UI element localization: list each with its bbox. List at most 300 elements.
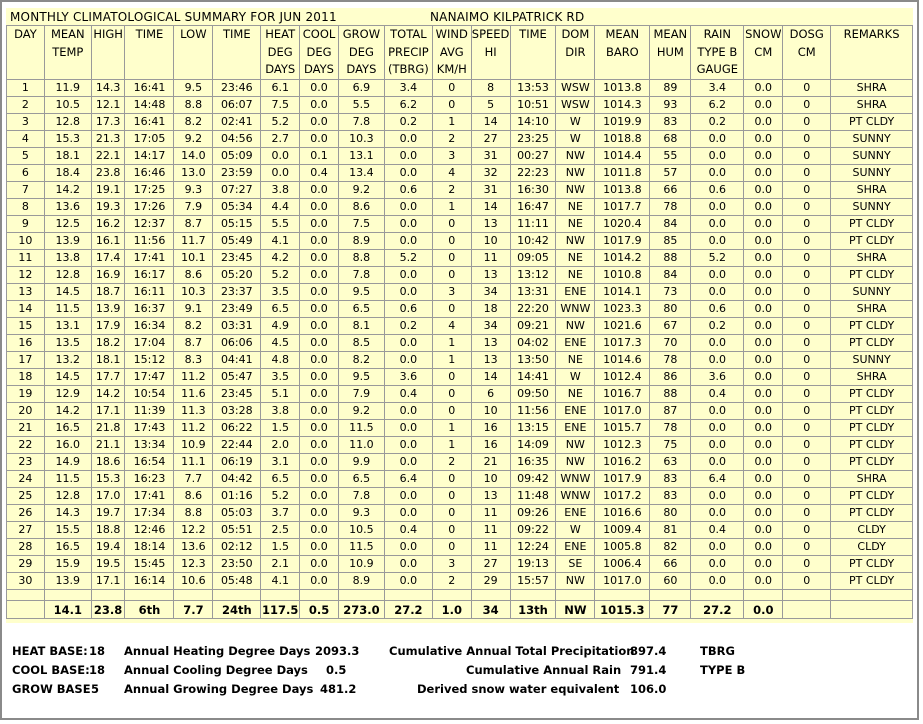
table-cell: 0.0 (744, 216, 783, 233)
table-cell: 17.0 (91, 488, 125, 505)
table-cell: ENE (556, 284, 595, 301)
table-row (7, 386, 913, 403)
cum-precip-label: Cumulative Annual Total Precipitation (389, 644, 635, 658)
table-cell: 12.3 (174, 556, 213, 573)
table-cell: 86 (650, 369, 691, 386)
table-cell: 88 (650, 250, 691, 267)
table-row (7, 216, 913, 233)
table-cell: 34 (471, 284, 510, 301)
spacer-cell (7, 590, 45, 601)
summary-cell: 1.0 (432, 601, 471, 619)
table-cell: 1017.0 (595, 403, 650, 420)
summary-cell: 273.0 (338, 601, 384, 619)
spacer-cell (471, 590, 510, 601)
table-cell: 0.0 (300, 284, 339, 301)
table-cell: 0 (432, 216, 471, 233)
table-cell: 23:59 (213, 165, 261, 182)
table-cell: 16:34 (125, 318, 174, 335)
table-cell: 13.1 (44, 318, 91, 335)
table-row (7, 182, 913, 199)
table-row (7, 352, 913, 369)
table-cell: 0.0 (300, 216, 339, 233)
table-cell: 0 (783, 556, 831, 573)
table-cell: 11 (7, 250, 45, 267)
column-header-line: DIR (565, 44, 586, 59)
column-header-line: GAUGE (696, 62, 738, 76)
table-cell: 9.3 (174, 182, 213, 199)
table-cell: 16.9 (91, 267, 125, 284)
annual-heating-value: 2093.3 (315, 644, 360, 658)
table-cell: NW (556, 165, 595, 182)
table-cell: 0 (432, 403, 471, 420)
table-cell: NE (556, 250, 595, 267)
table-cell: 93 (650, 97, 691, 114)
table-cell: 16:30 (510, 182, 556, 199)
table-cell: 12:24 (510, 539, 556, 556)
table-cell: 78 (650, 352, 691, 369)
table-cell: 0 (783, 148, 831, 165)
table-cell: 88 (650, 386, 691, 403)
table-cell: 0 (432, 80, 471, 97)
table-cell: 0.0 (261, 165, 300, 182)
table-cell: 6.5 (261, 471, 300, 488)
table-cell: 1017.3 (595, 335, 650, 352)
table-cell: 09:26 (510, 505, 556, 522)
table-cell: 3.8 (261, 182, 300, 199)
table-cell: 84 (650, 267, 691, 284)
column-header (650, 26, 691, 80)
table-row (7, 301, 913, 318)
summary-cell: 27.2 (384, 601, 432, 619)
table-cell: 18 (471, 301, 510, 318)
table-cell: 31 (471, 182, 510, 199)
table-row (7, 267, 913, 284)
table-cell: 3.6 (691, 369, 744, 386)
spacer-cell (261, 590, 300, 601)
table-cell: 1017.0 (595, 573, 650, 590)
table-cell: 1 (432, 199, 471, 216)
table-cell: 11.5 (44, 471, 91, 488)
table-cell: PT CLDY (831, 420, 913, 437)
table-cell: 14:09 (510, 437, 556, 454)
table-cell: 8 (471, 80, 510, 97)
table-cell: 23:45 (213, 386, 261, 403)
table-cell: 11:56 (510, 403, 556, 420)
table-cell: 0.0 (300, 131, 339, 148)
table-cell: 1017.9 (595, 233, 650, 250)
table-cell: 0.0 (691, 488, 744, 505)
table-cell: 10 (471, 233, 510, 250)
table-cell: WNW (556, 301, 595, 318)
table-cell: PT CLDY (831, 386, 913, 403)
table-cell: 0.0 (300, 420, 339, 437)
heat-base-label: HEAT BASE: (12, 644, 88, 658)
table-cell: 6.4 (384, 471, 432, 488)
table-cell: 6.1 (261, 80, 300, 97)
table-cell: 0.0 (691, 216, 744, 233)
table-cell: 4.4 (261, 199, 300, 216)
table-cell: 0 (783, 505, 831, 522)
table-cell: 9.9 (338, 454, 384, 471)
table-cell: 25 (7, 488, 45, 505)
table-cell: 1015.7 (595, 420, 650, 437)
spacer-cell (744, 590, 783, 601)
table-cell: 05:03 (213, 505, 261, 522)
table-cell: 11.6 (174, 386, 213, 403)
table-cell: 19.3 (91, 199, 125, 216)
table-cell: 0.0 (384, 352, 432, 369)
table-cell: 6.5 (338, 301, 384, 318)
column-header (510, 26, 556, 80)
table-cell: 0.0 (384, 556, 432, 573)
table-cell: 0.0 (744, 284, 783, 301)
table-cell: 75 (650, 437, 691, 454)
table-cell: 0.4 (691, 522, 744, 539)
spacer-cell (213, 590, 261, 601)
table-cell: 0.0 (300, 267, 339, 284)
table-cell: 13:12 (510, 267, 556, 284)
cum-rain-label: Cumulative Annual Rain (466, 663, 622, 677)
table-cell: 1 (7, 80, 45, 97)
table-cell: 05:34 (213, 199, 261, 216)
column-header-line: MEAN (605, 27, 640, 41)
table-cell: 30 (7, 573, 45, 590)
table-cell: 15.9 (44, 556, 91, 573)
table-cell: 8.5 (338, 335, 384, 352)
spacer-cell (556, 590, 595, 601)
summary-row (7, 601, 913, 619)
table-cell: PT CLDY (831, 437, 913, 454)
table-cell: NW (556, 148, 595, 165)
table-cell: 0.0 (300, 352, 339, 369)
table-cell: 10 (7, 233, 45, 250)
table-cell: 20 (7, 403, 45, 420)
table-cell: 13:31 (510, 284, 556, 301)
table-cell: PT CLDY (831, 573, 913, 590)
table-cell: 16:35 (510, 454, 556, 471)
table-cell: 0 (783, 369, 831, 386)
table-cell: 13 (471, 216, 510, 233)
table-cell: NW (556, 454, 595, 471)
table-cell: 13.2 (44, 352, 91, 369)
title-row (6, 8, 913, 26)
table-cell: 0 (432, 471, 471, 488)
table-cell: 83 (650, 114, 691, 131)
table-cell: CLDY (831, 539, 913, 556)
column-header-line: HEAT (265, 27, 296, 41)
table-cell: PT CLDY (831, 403, 913, 420)
table-cell: NW (556, 318, 595, 335)
table-cell: 1014.6 (595, 352, 650, 369)
table-cell: NE (556, 216, 595, 233)
table-cell: 1014.3 (595, 97, 650, 114)
table-cell: 2.0 (261, 437, 300, 454)
table-cell: 12:37 (125, 216, 174, 233)
table-cell: 7.9 (338, 386, 384, 403)
table-cell: 04:56 (213, 131, 261, 148)
table-cell: 16:37 (125, 301, 174, 318)
table-row (7, 148, 913, 165)
table-cell: 16 (471, 420, 510, 437)
table-cell: 67 (650, 318, 691, 335)
table-cell: 11:11 (510, 216, 556, 233)
table-cell: 55 (650, 148, 691, 165)
summary-cell: 117.5 (262, 602, 299, 617)
annual-growing-value: 481.2 (320, 682, 357, 696)
table-cell: 8.9 (338, 233, 384, 250)
table-cell: 0.0 (744, 403, 783, 420)
table-cell: 0.0 (744, 199, 783, 216)
table-cell: 04:02 (510, 335, 556, 352)
spacer-cell (125, 590, 174, 601)
table-cell: 17.4 (91, 250, 125, 267)
table-cell: 0.0 (300, 573, 339, 590)
table-cell: W (556, 369, 595, 386)
table-cell: 0.0 (384, 216, 432, 233)
table-cell: 10.9 (174, 437, 213, 454)
table-cell: 0.4 (384, 522, 432, 539)
table-cell: 0.0 (384, 199, 432, 216)
table-cell: 13:15 (510, 420, 556, 437)
table-cell: 18.6 (91, 454, 125, 471)
table-cell: 15:45 (125, 556, 174, 573)
table-cell: 11:56 (125, 233, 174, 250)
spacer-cell (44, 590, 91, 601)
table-cell: 0 (783, 488, 831, 505)
table-cell: 15:57 (510, 573, 556, 590)
table-cell: 05:20 (213, 267, 261, 284)
table-row (7, 403, 913, 420)
table-cell: SUNNY (831, 199, 913, 216)
table-cell: 1 (432, 335, 471, 352)
table-cell: 0.0 (744, 539, 783, 556)
table-cell: 32 (471, 165, 510, 182)
table-cell: 03:28 (213, 403, 261, 420)
table-cell: 0.2 (691, 114, 744, 131)
table-cell: 1.5 (261, 539, 300, 556)
table-cell: 0 (783, 165, 831, 182)
table-cell: 6.2 (384, 97, 432, 114)
table-cell: 15 (7, 318, 45, 335)
table-cell: 10:51 (510, 97, 556, 114)
column-header-line: DOM (561, 27, 590, 41)
table-row (7, 233, 913, 250)
table-cell: 17 (7, 352, 45, 369)
table-cell: 0.0 (300, 556, 339, 573)
table-cell: 0.0 (691, 352, 744, 369)
table-cell: 1013.8 (595, 182, 650, 199)
table-cell: 14.3 (44, 505, 91, 522)
summary-cell: 14.1 (44, 601, 91, 619)
table-cell: 2 (432, 454, 471, 471)
column-header-line: MEAN (653, 27, 688, 41)
table-cell: 0.0 (300, 182, 339, 199)
spacer-cell (432, 590, 471, 601)
table-cell: 0.0 (691, 420, 744, 437)
annual-summary (6, 636, 913, 716)
table-cell: 18.1 (44, 148, 91, 165)
table-cell: 1 (432, 420, 471, 437)
table-cell: 0.6 (691, 301, 744, 318)
table-cell: 13 (471, 352, 510, 369)
table-cell: 6.4 (691, 471, 744, 488)
table-cell: 17:04 (125, 335, 174, 352)
table-cell: 8.2 (174, 318, 213, 335)
table-cell: 66 (650, 182, 691, 199)
table-cell: 0.0 (744, 131, 783, 148)
cum-rain-unit: TYPE B (700, 663, 746, 677)
table-cell: 3.4 (691, 80, 744, 97)
table-cell: 13.9 (44, 233, 91, 250)
table-cell: 14.5 (44, 284, 91, 301)
table-cell: 09:50 (510, 386, 556, 403)
grow-base-value: 5 (91, 682, 100, 696)
table-cell: 14 (7, 301, 45, 318)
table-cell: 4.8 (261, 352, 300, 369)
table-cell: 0.0 (384, 488, 432, 505)
table-cell: 0.0 (384, 437, 432, 454)
table-cell: 0.0 (744, 165, 783, 182)
table-cell: 0.0 (744, 182, 783, 199)
table-cell: 12.1 (91, 97, 125, 114)
table-cell: 16.0 (44, 437, 91, 454)
table-cell: NW (556, 233, 595, 250)
table-cell: 0 (432, 488, 471, 505)
table-cell: SHRA (831, 250, 913, 267)
cool-base-label: COOL BASE: (12, 663, 90, 677)
table-cell: 7.5 (338, 216, 384, 233)
table-cell: 3 (432, 148, 471, 165)
table-cell: 04:42 (213, 471, 261, 488)
table-cell: 0 (783, 250, 831, 267)
table-cell: 09:42 (510, 471, 556, 488)
table-cell: 23.8 (91, 165, 125, 182)
table-cell: 12.8 (44, 114, 91, 131)
column-header (91, 26, 125, 80)
spacer-cell (174, 590, 213, 601)
table-cell: 0.0 (691, 284, 744, 301)
table-cell: 0.0 (744, 148, 783, 165)
column-header-line: TOTAL (390, 27, 427, 41)
table-cell: 1017.7 (595, 199, 650, 216)
column-header (831, 26, 913, 80)
table-cell: 19.7 (91, 505, 125, 522)
table-row (7, 131, 913, 148)
summary-cell (7, 601, 45, 619)
table-cell: 12:46 (125, 522, 174, 539)
table-cell: 1012.3 (595, 437, 650, 454)
table-cell: 0.0 (744, 369, 783, 386)
table-cell: 22.1 (91, 148, 125, 165)
table-cell: 11.7 (174, 233, 213, 250)
table-cell: 8.2 (338, 352, 384, 369)
table-cell: 14:48 (125, 97, 174, 114)
table-cell: 29 (471, 573, 510, 590)
table-cell: 07:27 (213, 182, 261, 199)
table-cell: 0.4 (300, 165, 339, 182)
cum-precip-unit: TBRG (700, 644, 735, 658)
table-cell: 9.1 (174, 301, 213, 318)
table-cell: 13:34 (125, 437, 174, 454)
table-cell: 0 (432, 369, 471, 386)
table-cell: 13.8 (44, 250, 91, 267)
table-cell: 0 (432, 301, 471, 318)
table-cell: 0.0 (691, 403, 744, 420)
table-cell: 0.0 (744, 420, 783, 437)
table-cell: 0.0 (384, 403, 432, 420)
station-name: NANAIMO KILPATRICK RD (430, 10, 585, 24)
table-cell: 22:44 (213, 437, 261, 454)
column-header (783, 26, 831, 80)
table-cell: SUNNY (831, 165, 913, 182)
table-cell: 83 (650, 471, 691, 488)
table-cell: 0 (432, 505, 471, 522)
table-cell: NW (556, 182, 595, 199)
table-cell: 04:41 (213, 352, 261, 369)
table-cell: 7.7 (174, 471, 213, 488)
column-header-line: SNOW (745, 27, 782, 41)
table-cell: 21.1 (91, 437, 125, 454)
table-cell: 9.2 (174, 131, 213, 148)
column-header-line: TIME (135, 27, 164, 41)
table-cell: 0.0 (691, 454, 744, 471)
summary-cell: 24th (213, 601, 261, 619)
column-header-line: TIME (222, 27, 251, 41)
table-cell: 0.0 (300, 80, 339, 97)
table-cell: 5.2 (261, 114, 300, 131)
table-cell: 1020.4 (595, 216, 650, 233)
table-cell: 0.0 (300, 522, 339, 539)
spacer-cell (783, 590, 831, 601)
table-cell: 0 (783, 420, 831, 437)
table-cell: 23 (7, 454, 45, 471)
table-cell: 14.9 (44, 454, 91, 471)
table-cell: 0.0 (384, 148, 432, 165)
table-cell: 9.5 (338, 369, 384, 386)
table-cell: 15.3 (44, 131, 91, 148)
table-cell: 12.9 (44, 386, 91, 403)
spacer-cell (595, 590, 650, 601)
table-cell: 23:37 (213, 284, 261, 301)
table-cell: 0.0 (300, 403, 339, 420)
table-cell: 0.0 (384, 454, 432, 471)
table-cell: 7.8 (338, 114, 384, 131)
column-header-line: GROW (342, 27, 381, 41)
column-header (432, 26, 471, 80)
table-cell: 0.6 (384, 301, 432, 318)
table-cell: 05:09 (213, 148, 261, 165)
table-cell: SHRA (831, 369, 913, 386)
table-cell: 3.5 (261, 284, 300, 301)
table-cell: SHRA (831, 97, 913, 114)
table-cell: 0 (783, 97, 831, 114)
table-cell: 0.0 (300, 250, 339, 267)
table-cell: 10.5 (44, 97, 91, 114)
table-cell: 0.0 (691, 233, 744, 250)
table-cell: 11.5 (44, 301, 91, 318)
table-cell: 13.5 (44, 335, 91, 352)
table-cell: PT CLDY (831, 335, 913, 352)
table-cell: 1014.4 (595, 148, 650, 165)
heat-base-value: 18 (89, 644, 106, 658)
table-cell: 13:50 (510, 352, 556, 369)
table-cell: 13:53 (510, 80, 556, 97)
table-cell: 0.0 (691, 199, 744, 216)
table-cell: 1 (432, 437, 471, 454)
table-cell: 10.3 (338, 131, 384, 148)
table-cell: SUNNY (831, 352, 913, 369)
table-cell: 6.2 (691, 97, 744, 114)
